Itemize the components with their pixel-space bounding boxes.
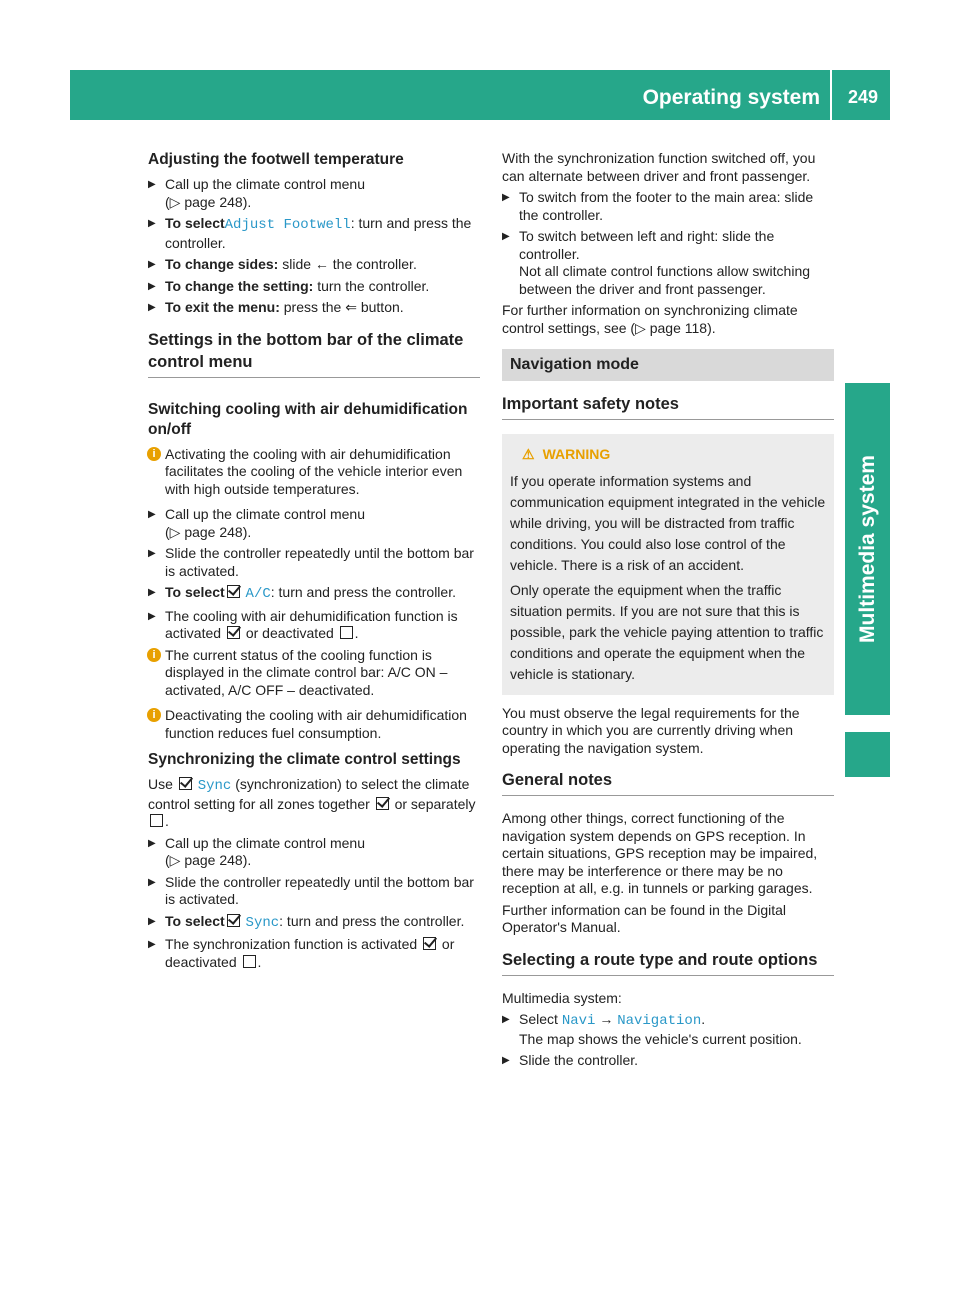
- cooling-step: ▶ Slide the controller repeatedly until the bottom bar is activated.: [148, 545, 480, 580]
- checkbox-checked-icon: [179, 777, 192, 790]
- route-step: ▶ Slide the controller.: [502, 1052, 834, 1070]
- checkbox-checked-icon: [227, 914, 240, 927]
- general-text: Among other things, correct functioning of the navigation system depends on GPS reception. In certain situations, GPS reception may be impaired, there may be interference or there may be no reception at all, e.g. in tunnels or parking garages.: [502, 810, 818, 896]
- footwell-step: ▶ To change the setting: turn the controller.: [148, 278, 480, 296]
- sync-heading: Synchronizing the climate control settings: [148, 751, 461, 768]
- warning-box: [502, 434, 834, 695]
- warning-text: If you operate information systems and communication equipment integrated in the vehicle while driving, you will be distracted from traffic conditions. You could also lose control of the vehicle. There is a risk of an accident.: [510, 472, 826, 573]
- sync-step: ▶ The synchronization function is activated or deactivated .: [148, 936, 480, 971]
- info-icon: i: [147, 708, 161, 722]
- sync-step: ▶ Call up the climate control menu (▷ page 248).: [148, 835, 480, 870]
- sync-off-text: With the synchronization function switched off, you can alternate between driver and front passenger.: [502, 150, 816, 184]
- cooling-step: ▶ The cooling with air dehumidification function is activated or deactivated .: [148, 608, 480, 643]
- page-number: 249: [847, 87, 878, 107]
- further-info-text: For further information on synchronizing climate control settings, see (▷ page 118).: [502, 302, 798, 336]
- footwell-step: ▶ To exit the menu: press the ⇐ button.: [148, 299, 480, 317]
- general-notes-heading: General notes: [502, 769, 834, 796]
- chapter-tab-label: Multimedia system: [856, 455, 879, 643]
- chapter-marker: [845, 732, 890, 777]
- checkbox-checked-icon: [227, 626, 240, 639]
- warning-icon: ⚠: [522, 445, 535, 462]
- warning-text: Only operate the equipment when the traffic situation permits. If you are not sure that this is possible, park the vehicle paying attention to traffic conditions and operate the equipment when the vehicle is stationary.: [510, 581, 824, 682]
- footwell-step: ▶ To change sides: slide ← the controller.: [148, 256, 480, 274]
- sync-text: Use Sync (synchronization) to select the climate control setting for all zones together or separately .: [148, 776, 476, 829]
- left-column: [148, 150, 480, 975]
- cooling-step: ▶ To select A/C: turn and press the controller.: [148, 584, 480, 604]
- switch-step: ▶ To switch between left and right: slide the controller. Not all climate control functions allow switching between the driver and front passenger.: [502, 228, 834, 298]
- header-divider: [830, 70, 832, 120]
- switch-step: ▶ To switch from the footer to the main area: slide the controller.: [502, 189, 834, 224]
- navigation-mode-banner: Navigation mode: [502, 349, 834, 381]
- bottom-bar-heading: Settings in the bottom bar of the climate control menu: [148, 329, 480, 378]
- chapter-tab: [845, 383, 890, 715]
- footwell-heading: Adjusting the footwell temperature: [148, 151, 404, 168]
- route-step: ▶ Select Navi → Navigation. The map shows the vehicle's current position.: [502, 1011, 834, 1048]
- cooling-heading: Switching cooling with air dehumidification on/off: [148, 400, 468, 438]
- page-header: [70, 70, 890, 120]
- info-icon: i: [147, 447, 161, 461]
- info-note: i Deactivating the cooling with air dehumidification function reduces fuel consumption.: [148, 707, 480, 742]
- checkbox-empty-icon: [150, 814, 163, 827]
- sync-step: ▶ To select Sync: turn and press the controller.: [148, 913, 480, 933]
- checkbox-checked-icon: [227, 585, 240, 598]
- footwell-step: ▶ Call up the climate control menu (▷ page 248).: [148, 176, 480, 211]
- info-icon: i: [147, 648, 161, 662]
- info-note: i The current status of the cooling function is displayed in the climate control bar: A/C ON – activated, A/C OFF – deactivated.: [148, 647, 480, 700]
- right-column: [502, 150, 834, 1074]
- legal-text: You must observe the legal requirements for the country in which you are currently driving when operating the navigation system.: [502, 704, 800, 756]
- safety-heading: Important safety notes: [502, 393, 834, 420]
- cooling-step: ▶ Call up the climate control menu (▷ page 248).: [148, 506, 480, 541]
- info-note: i Activating the cooling with air dehumidification facilitates the cooling of the vehicle interior even with high outside temperatures.: [148, 446, 480, 499]
- checkbox-checked-icon: [376, 797, 389, 810]
- route-heading: Selecting a route type and route options: [502, 949, 834, 976]
- checkbox-empty-icon: [243, 955, 256, 968]
- sync-step: ▶ Slide the controller repeatedly until the bottom bar is activated.: [148, 874, 480, 909]
- warning-header: ⚠ WARNING: [510, 444, 826, 465]
- checkbox-empty-icon: [340, 626, 353, 639]
- section-title: Operating system: [642, 86, 820, 109]
- multimedia-system-label: Multimedia system:: [502, 989, 622, 1006]
- general-text: Further information can be found in the Digital Operator's Manual.: [502, 901, 787, 935]
- checkbox-checked-icon: [423, 937, 436, 950]
- footwell-step: ▶ To selectAdjust Footwell: turn and press the controller.: [148, 215, 480, 252]
